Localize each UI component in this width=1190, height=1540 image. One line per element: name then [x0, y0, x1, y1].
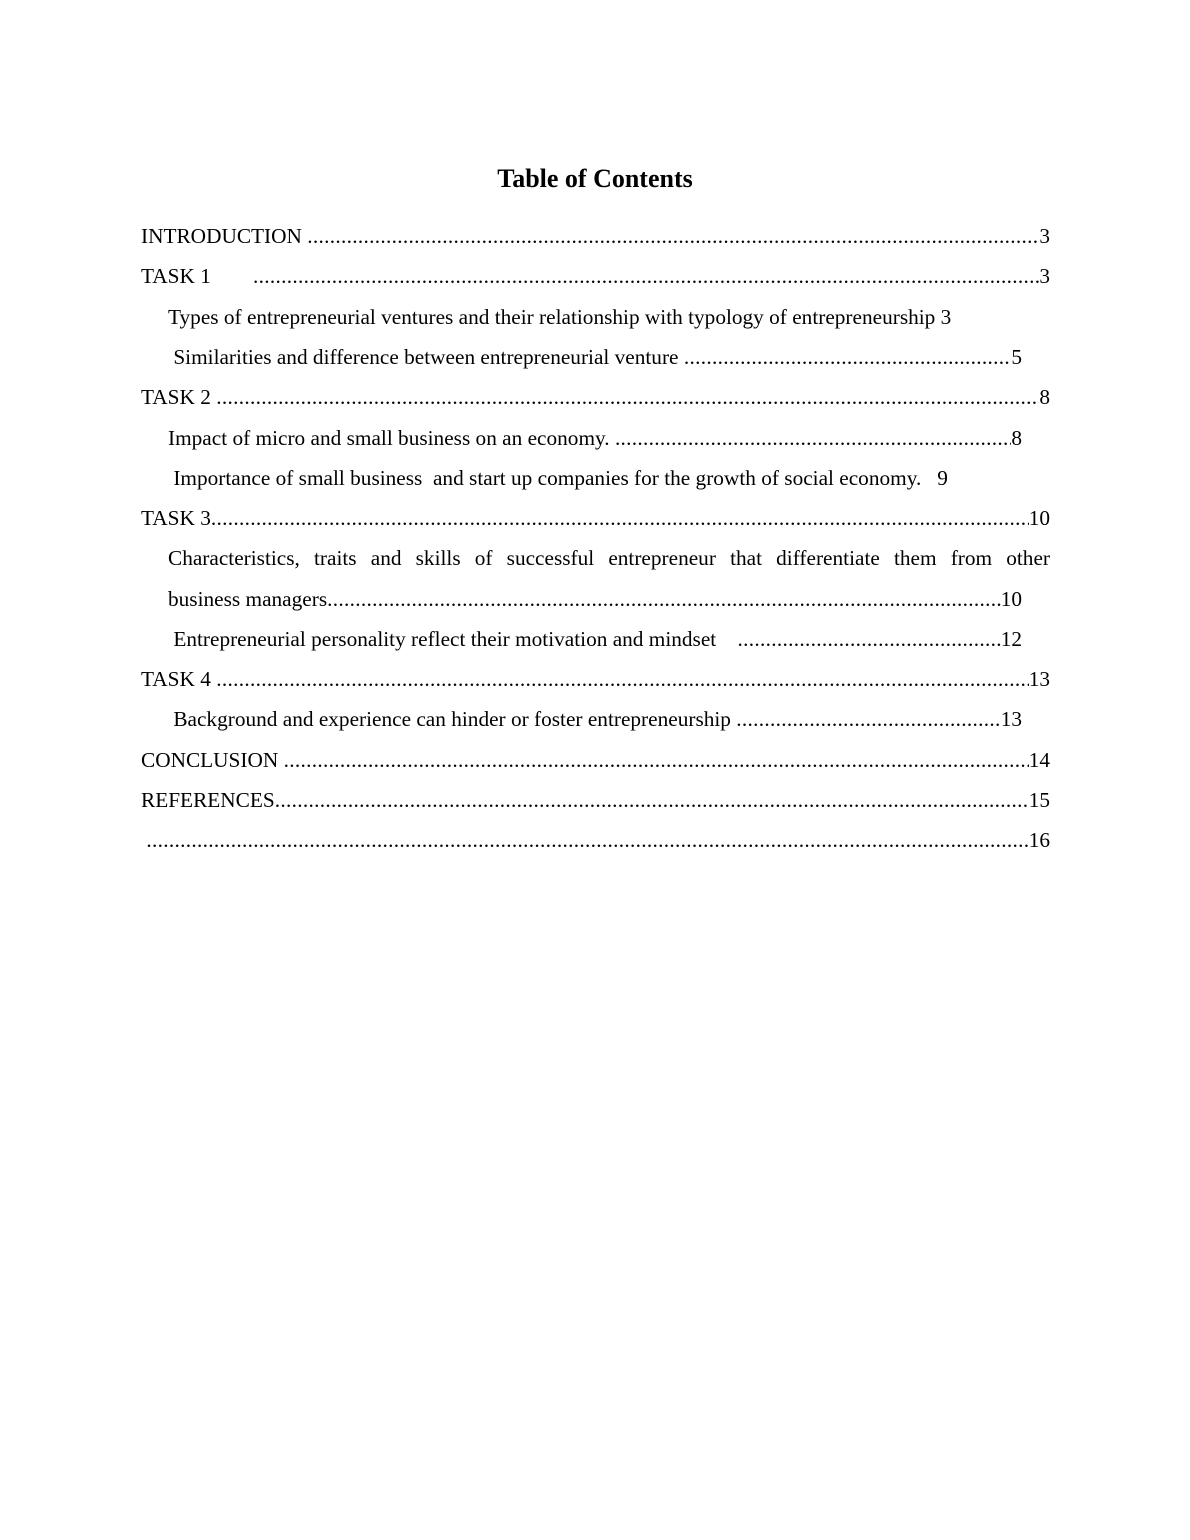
toc-leader-dots	[275, 787, 1029, 813]
toc-leader-dots	[738, 626, 1001, 652]
toc-title: Table of Contents	[497, 164, 693, 193]
toc-page-number: 14	[1028, 748, 1050, 772]
toc-entry-label: Entrepreneurial personality reflect their motivation and mindset	[168, 627, 738, 651]
toc-entry-task-4[interactable]	[141, 666, 1050, 692]
toc-page-number: 8	[1011, 426, 1022, 450]
toc-entry-conclusion[interactable]	[141, 747, 1050, 773]
toc-page-number: 13	[1028, 667, 1050, 691]
toc-entry-label: Characteristics, traits and skills of successful entrepreneur that differentiate them from other	[168, 546, 1050, 570]
toc-entry-types-of-ventures[interactable]	[168, 304, 1028, 330]
toc-entry-untitled[interactable]	[141, 827, 1050, 853]
toc-leader-dots	[211, 505, 1029, 531]
toc-leader-dots	[253, 263, 1039, 289]
toc-entry-label: INTRODUCTION	[141, 224, 308, 248]
toc-entry-label: CONCLUSION	[141, 748, 284, 772]
toc-leader-dots	[615, 425, 1011, 451]
toc-page-number: 3	[940, 305, 952, 329]
toc-entry-task-3[interactable]	[141, 505, 1050, 531]
toc-entry-label: TASK 2	[141, 385, 217, 409]
toc-page-number: 16	[1028, 828, 1050, 852]
toc-entry-similarities[interactable]	[168, 344, 1022, 370]
toc-entry-label: Importance of small business and start up companies for the growth of social economy.	[168, 466, 922, 490]
toc-entry-label: REFERENCES	[141, 788, 275, 812]
toc-leader-dots	[327, 586, 1001, 612]
toc-entry-references[interactable]	[141, 787, 1050, 813]
toc-entry-task-1[interactable]	[141, 263, 1050, 289]
toc-gap	[921, 465, 937, 491]
toc-page-number: 10	[1028, 506, 1050, 530]
toc-entry-label: Background and experience can hinder or foster entrepreneurship	[168, 707, 737, 731]
toc-entry-label: Impact of micro and small business on an economy.	[168, 426, 615, 450]
toc-page-number: 3	[1039, 264, 1050, 288]
toc-leader-dots	[216, 384, 1039, 410]
toc-entry-characteristics-line2[interactable]	[168, 586, 1022, 612]
toc-entry-label: TASK 3	[141, 506, 211, 530]
toc-leader-dots	[146, 827, 1028, 853]
toc-entry-importance-small-business[interactable]	[168, 465, 1022, 491]
toc-entry-background-experience[interactable]	[168, 706, 1022, 732]
toc-entry-impact-micro-small[interactable]	[168, 425, 1022, 451]
toc-page-number: 9	[937, 466, 948, 490]
toc-leader-dots	[216, 666, 1028, 692]
toc-leader-dots	[736, 706, 1000, 732]
toc-page-number: 10	[1000, 587, 1022, 611]
toc-leader-dots	[307, 223, 1039, 249]
toc-leader-dots	[684, 344, 1012, 370]
toc-entry-label: TASK 4	[141, 667, 217, 691]
toc-page-number: 5	[1011, 345, 1022, 369]
toc-page-number: 12	[1000, 627, 1022, 651]
toc-entry-label: Types of entrepreneurial ventures and their relationship with typology of entrepreneurship	[168, 305, 936, 329]
toc-entry-label: business managers	[168, 587, 328, 611]
toc-leader-dots	[284, 747, 1029, 773]
toc-page-number: 15	[1028, 788, 1050, 812]
toc-entry-characteristics-line1[interactable]	[168, 545, 1050, 571]
toc-entry-introduction[interactable]	[141, 223, 1050, 249]
toc-entry-label: TASK 1	[141, 264, 249, 288]
toc-page-number: 8	[1039, 385, 1050, 409]
toc-page-number: 13	[1000, 707, 1022, 731]
toc-entry-entrepreneurial-personality[interactable]	[168, 626, 1022, 652]
toc-entry-label: Similarities and difference between entrepreneurial venture	[168, 345, 684, 369]
toc-page-number: 3	[1039, 224, 1050, 248]
toc-entry-task-2[interactable]	[141, 384, 1050, 410]
